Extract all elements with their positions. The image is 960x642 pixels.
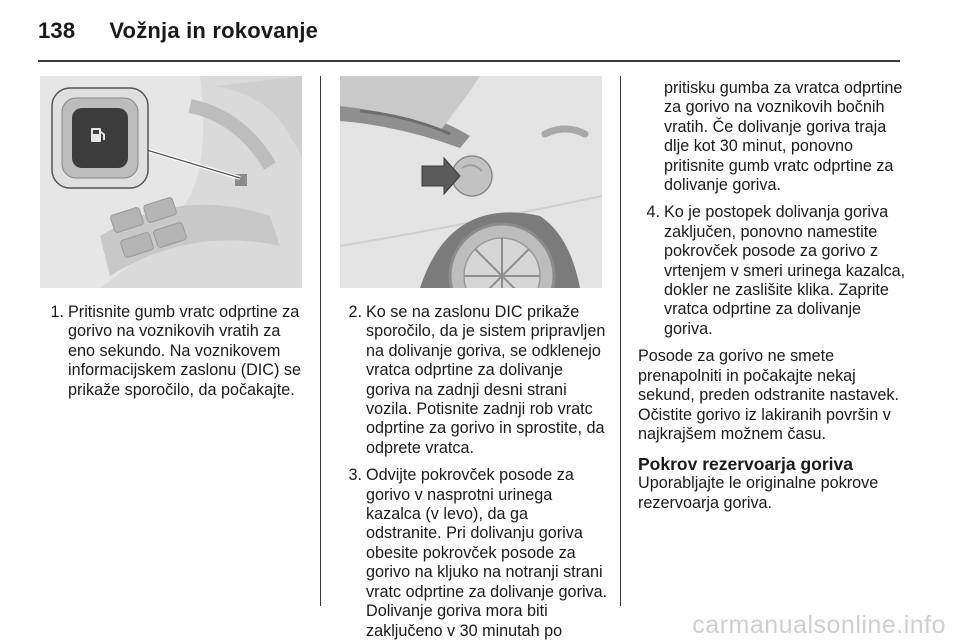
- warning-paragraph: Posode za gorivo ne smete prenapolniti in počakajte nekaj sekund, preden odstranite nastavek. Očistite gorivo iz lakiranih površin v najkrajšem možnem času.: [638, 347, 899, 443]
- page-header: [38, 18, 318, 48]
- section-paragraph: Uporabljajte le originalne pokrove rezervoarja goriva.: [638, 474, 879, 512]
- column-1: [42, 303, 304, 408]
- column-divider-2: [620, 76, 621, 606]
- door-button-illustration: [40, 76, 302, 288]
- page-number: 138: [38, 18, 76, 43]
- watermark: carmanualsonline.info: [692, 611, 946, 639]
- column-3: [638, 79, 906, 523]
- section-heading: Pokrov rezervoarja goriva: [638, 454, 853, 475]
- list-item: 2. Ko se na zaslonu DIC prikaže sporočilo, da je sistem pripravljen na dolivanje goriva, se odklenejo vratca odprtine za dolivanje goriva na zadnji desni strani vozila. Potisnite zadnji rob vratc odprtine za gorivo in sprostite, da odprete vratca.: [348, 303, 606, 457]
- column-2: [340, 303, 608, 642]
- list-item: 1. Pritisnite gumb vratc odprtine za gorivo na voznikovih vratih za eno sekundo. Na voznikovem informacijskem zaslonu (DIC) se prikaže sporočilo, da počakajte.: [50, 303, 301, 399]
- header-divider: [38, 60, 900, 62]
- list-item: 4. Ko je postopek dolivanja goriva zaključen, ponovno namestite pokrovček posode za gorivo z vrtenjem v smeri urinega kazalca, dokler ne zaslišite klika. Zaprite vratca odprtine za dolivanje goriva.: [646, 203, 906, 338]
- fuel-door-illustration: [340, 76, 602, 288]
- column-divider-1: [320, 76, 321, 606]
- continuation-text: pritisku gumba za vratca odprtine za gorivo na voznikovih bočnih vratih. Če dolivanje goriva traja dlje kot 30 minut, ponovno pritisnite gumb vratc odprtine za dolivanje goriva.: [664, 79, 903, 195]
- list-item: 3. Odvijte pokrovček posode za gorivo v nasprotni urinega kazalca (v levo), da ga odstranite. Pri dolivanju goriva obesite pokrovček posode za gorivo na kljuko na notranji strani vratc odprtine za dolivanje goriva. Dolivanje goriva mora biti zaključeno v 30 minutah po: [348, 466, 608, 640]
- page-title: Vožnja in rokovanje: [109, 18, 319, 43]
